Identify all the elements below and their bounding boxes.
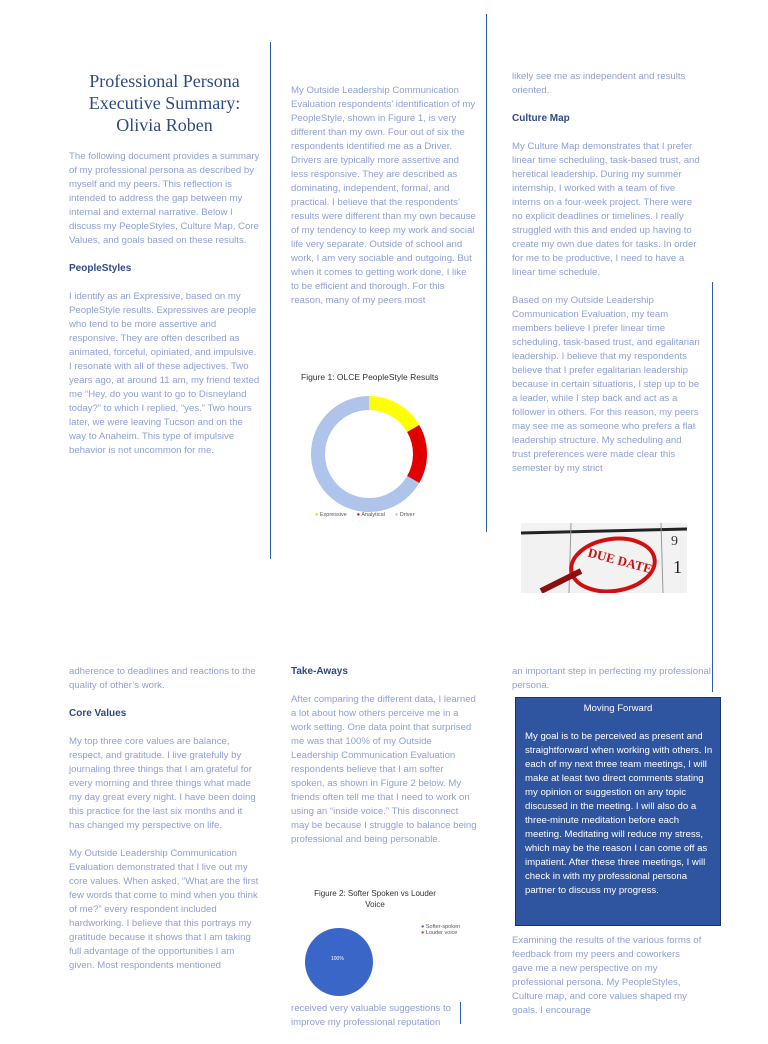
column-3-bottom-after	[512, 934, 702, 1032]
deadline-continued: adherence to deadlines and reactions to the quality of other’s work.	[69, 666, 256, 691]
culture-paragraph-1: My Culture Map demonstrates that I prefer linear time scheduling, task-based trust, and heretical leadership. During my summer internship, I worked with a team of five interns on a four-week project. There were no explicit deadlines or timelines. I really struggled with this and ended up having to create my own due dates for tasks. In order for me to be productive, I need to have a linear time schedule.	[512, 141, 700, 278]
figure-1-donut-chart	[291, 386, 461, 526]
legend-expressive: ● Expressive	[315, 512, 347, 518]
olce-paragraph: My Outside Leadership Communication Evaluation respondents’ identification of my PeopleStyle, shown in Figure 1, is very different than my own. Four out of six the respondents identified me as a Driver. Drivers are typically more assertive and less responsive. They are described as dominating, independent, formal, and practical. I believe that the respondents’ results were different than my own because of my tendency to keep my work and social life very separate. Outside of school and work, I am very sociable and outgoing. But when it comes to getting work done, I like to be efficient and thorough. For this reason, many of my peers most	[291, 85, 476, 306]
page-title: Professional Persona Executive Summary: Olivia Roben	[88, 71, 241, 135]
column-rule-left	[270, 42, 271, 559]
examining-paragraph: Examining the results of the various forms of feedback from my peers and coworkers gave me a new perspective on my professional persona. My PeopleStyles, Culture map, and core values shaped my goals. I encourage	[512, 935, 702, 1016]
suggestions-continued: received very valuable suggestions to improve my professional reputation	[291, 1003, 451, 1028]
intro-paragraph: The following document provides a summary of my professional persona as described by myself and my peers. This reflection is intended to address the gap between my internal and external narrative. Below I discuss my PeopleStyles, Culture Map, Core Values, and goals based on these results.	[69, 151, 260, 246]
due-date-label: DUE DATE	[586, 544, 654, 577]
heading-culture-map: Culture Map	[512, 113, 570, 124]
core-values-paragraph-1: My top three core values are balance, respect, and gratitude. I live gratefully by journaling three things that I am grateful for every morning and three things what made my day great every night. I have been doing this practice for the last six months and it has changed my perspective on life.	[69, 736, 256, 831]
column-rule-far-right	[712, 282, 713, 692]
column-2-bottom	[291, 665, 477, 861]
culture-continued: likely see me as independent and results oriented.	[512, 71, 686, 96]
culture-paragraph-2: Based on my Outside Leadership Communication Evaluation, my team members believe I prefer linear time scheduling, task-based trust, and egalitarian leadership. I believe that my respondents believe that I prefer egalitarian leadership because in certain situations, I step up to be a leader, while I step back and act as a follower in others. For this reason, my peers may see me as someone who prefers a flat leadership structure. My scheduling and trust preferences were made clear this semester by my strict	[512, 295, 700, 474]
column-rule-right	[486, 14, 487, 532]
column-3-top	[512, 70, 702, 490]
legend-louder-voice: ● Louder voice	[421, 930, 458, 936]
due-date-image	[521, 523, 687, 593]
heading-take-aways: Take-Aways	[291, 666, 348, 677]
column-2-bottom-continued	[291, 1002, 477, 1044]
persona-continued: an important step in perfecting my professional persona.	[512, 666, 711, 691]
figure-1-legend	[315, 512, 414, 518]
figure-2-title: Figure 2: Softer Spoken vs Louder Voice	[314, 889, 436, 909]
moving-forward-text: My goal is to be perceived as present and straightforward when working with others. In each of my next three team meetings, I will make at least two direct comments stating my opinion or suggestion on any topic discussed in the meeting. I will also do a three-minute meditation before each meeting. Meditating will reduce my stress, which may be the reason I can come off as impatient. After these three meetings, I will check in with my professional persona partner to discuss my progress.	[525, 731, 713, 896]
donut-slice-expressive	[369, 403, 413, 429]
donut-slice-analytical	[413, 429, 420, 480]
figure-2-legend	[421, 924, 460, 936]
figure-1	[291, 366, 461, 526]
legend-driver: ● Driver	[394, 512, 415, 518]
moving-forward-title: Moving Forward	[583, 703, 653, 714]
legend-analytical: ● Analytical	[356, 512, 385, 518]
column-1-top	[69, 70, 260, 472]
figure-2	[291, 886, 471, 998]
svg-text:9: 9	[671, 534, 678, 549]
column-1-bottom	[69, 665, 260, 987]
figure-1-title: Figure 1: OLCE PeopleStyle Results	[301, 372, 439, 382]
moving-forward-box	[515, 697, 721, 926]
heading-peoplestyles: PeopleStyles	[69, 263, 132, 274]
column-2-top	[291, 84, 477, 322]
calendar-number: 1	[673, 557, 682, 577]
peoplestyles-paragraph: I identify as an Expressive, based on my PeopleStyle results. Expressives are people who tend to be more assertive and responsive. They are often described as animated, forceful, opiniated, and impulsive. I resonate with all of these adjectives. Two years ago, at around 11 am, my friend texted me “Hey, do you want to go to Disneyland today?” to which I replied, “yes.” Two hours later, we were leaving Tucson and on the way to Anaheim. This type of impulsive behavior is not uncommon for me.	[69, 291, 260, 456]
legend-softer-spoken: ● Softer-spoken	[421, 924, 461, 930]
figure-2-slice-label: 100%	[331, 956, 344, 962]
core-values-paragraph-2: My Outside Leadership Communication Evaluation demonstrated that I live out my core values. When asked, “What are the first few words that come to mind when you think of me?” every respondent included hardworking. I believe that this portrays my gratitude because it shows that I am taking full advantage of the opportunities I am given. Most respondents mentioned	[69, 848, 259, 971]
take-aways-paragraph: After comparing the different data, I learned a lot about how others perceive me in a work setting. One data point that surprised me was that 100% of my Outside Leadership Communication Evaluation respondents believe that I am softer spoken, as shown in Figure 2 below. My friends often tell me that I need to work on using an “inside voice.” This disconnect may be because I struggle to balance being professional and being personable.	[291, 694, 477, 845]
heading-core-values: Core Values	[69, 708, 127, 719]
pie-slice-softer-spoken	[305, 928, 373, 996]
